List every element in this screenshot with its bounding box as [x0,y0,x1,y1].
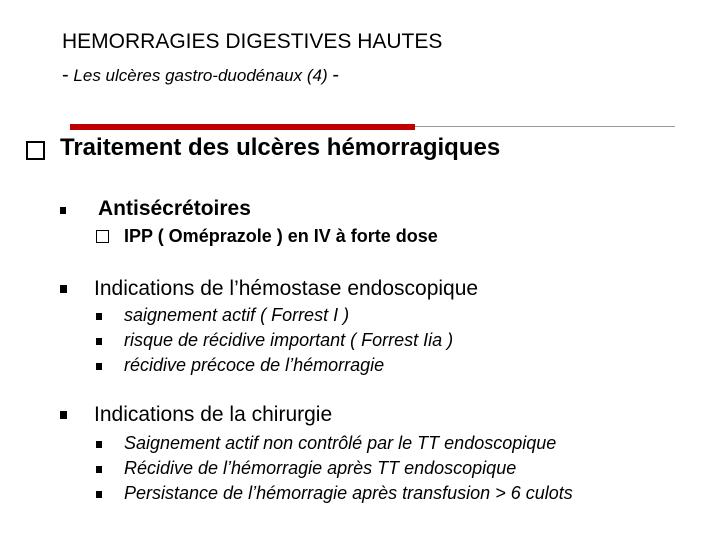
square-bullet-icon [96,466,102,473]
divider-line [415,126,675,127]
square-bullet-icon [60,411,67,419]
subtitle-text: Les ulcères gastro-duodénaux (4) [73,66,328,85]
list-item: IPP ( Oméprazole ) en IV à forte dose [124,226,438,246]
subtitle-dash-right: - [332,64,340,86]
list-item: Persistance de l’hémorragie après transfusion > 6 culots [124,483,573,503]
section-label-chirurgie: Indications de la chirurgie [94,403,333,426]
square-bullet-icon [96,491,102,498]
subtitle-dash-left: - [62,64,69,86]
main-heading: Traitement des ulcères hémorragiques [60,134,501,161]
accent-divider [70,124,415,130]
hollow-square-bullet-icon [96,230,109,243]
slide-title: HEMORRAGIES DIGESTIVES HAUTES [62,30,443,53]
square-bullet-icon [60,285,67,293]
section-label-antisecretoires: Antisécrétoires [98,197,251,220]
square-bullet-icon [96,313,102,320]
square-bullet-icon [96,338,102,345]
square-bullet-icon [96,363,102,370]
square-bullet-icon [96,441,102,448]
slide-subtitle [62,64,339,87]
square-bullet-icon [60,207,66,214]
list-item: Saignement actif non contrôlé par le TT endoscopique [124,433,557,453]
list-item: récidive précoce de l’hémorragie [124,355,385,375]
list-item: Récidive de l’hémorragie après TT endoscopique [124,458,517,478]
section-label-hemostase: Indications de l’hémostase endoscopique [94,277,479,300]
list-item: risque de récidive important ( Forrest Iia ) [124,330,454,350]
list-item: saignement actif ( Forrest I ) [124,305,350,325]
hollow-square-bullet-icon [26,141,45,160]
